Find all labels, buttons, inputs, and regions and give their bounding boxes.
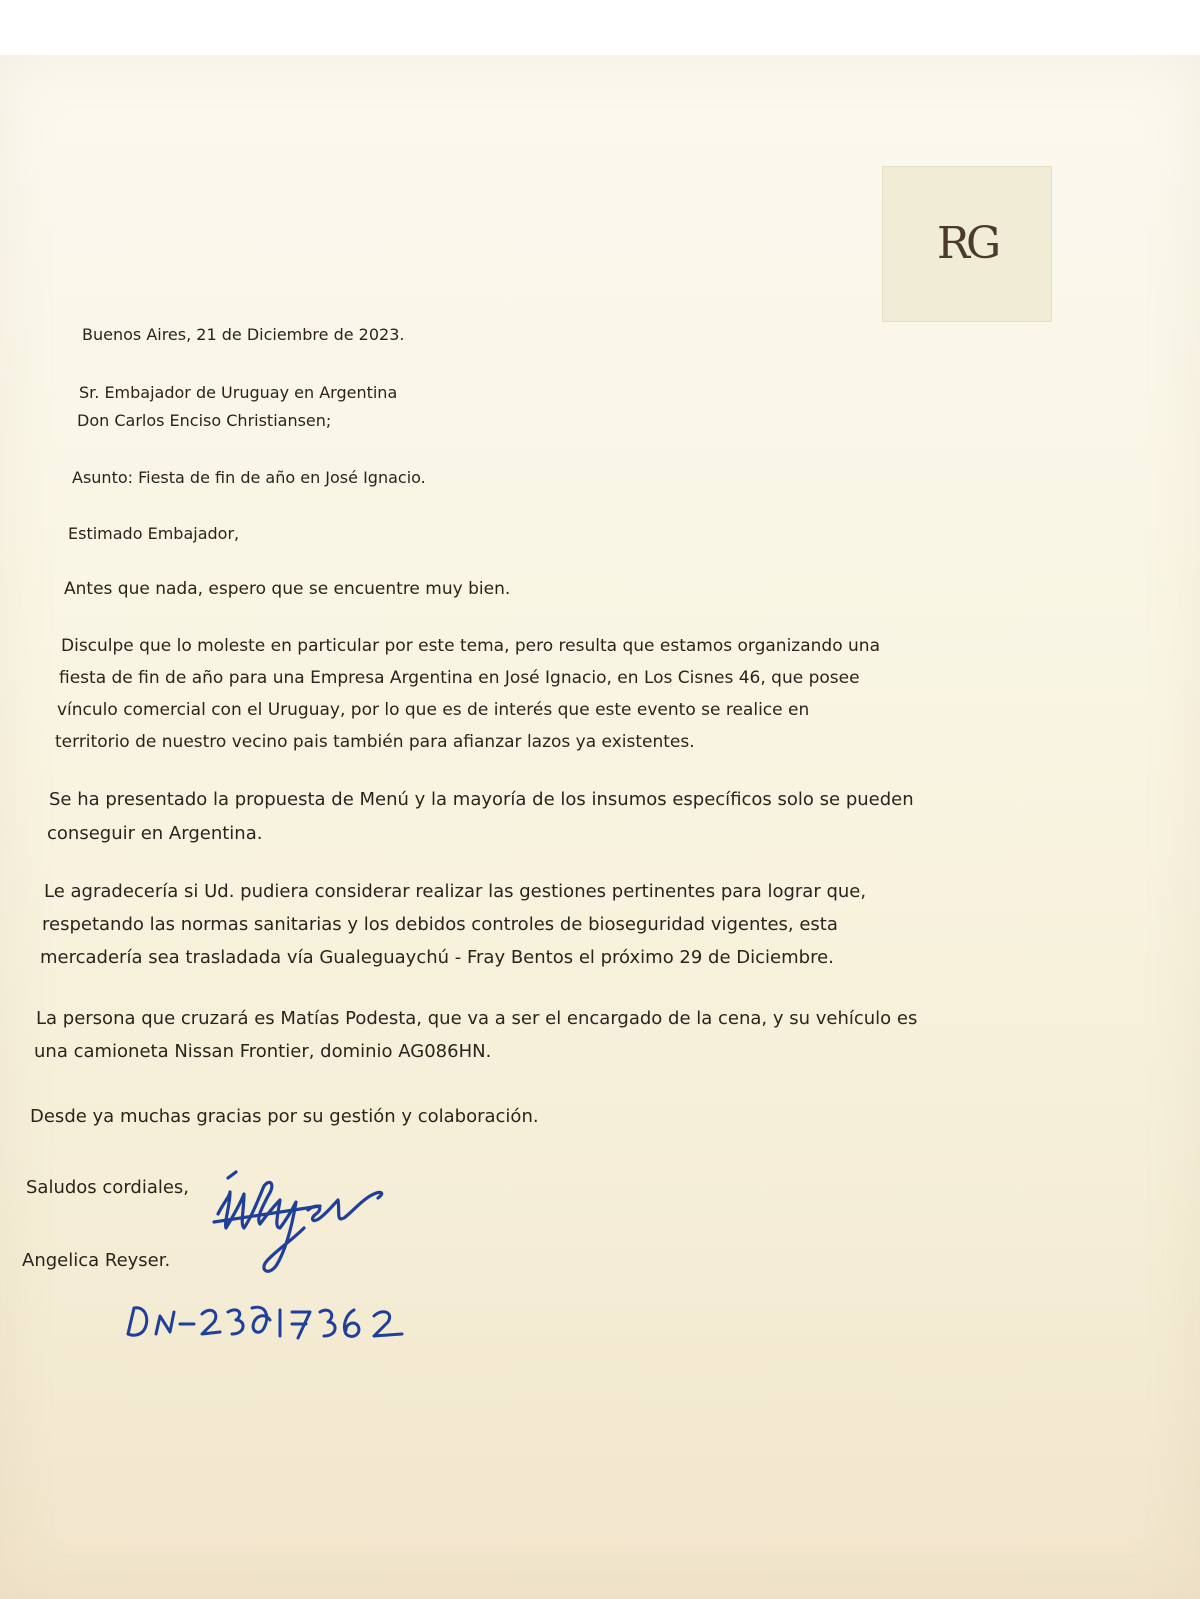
paragraph-menu-line: Se ha presentado la propuesta de Menú y la mayoría de los insumos específicos solo se pueden bbox=[49, 789, 914, 810]
paragraph-person-line: una camioneta Nissan Frontier, dominio AG086HN. bbox=[34, 1041, 492, 1062]
photo-top-border bbox=[0, 0, 1200, 55]
letterhead-logo bbox=[882, 166, 1052, 322]
paragraph-context-line: territorio de nuestro vecino pais también para afianzar lazos ya existentes. bbox=[55, 732, 695, 752]
paragraph-person-line: La persona que cruzará es Matías Podesta, que va a ser el encargado de la cena, y su vehículo es bbox=[36, 1008, 918, 1029]
paragraph-request-line: Le agradecería si Ud. pudiera considerar realizar las gestiones pertinentes para lograr que, bbox=[44, 881, 867, 902]
logo-monogram: RG bbox=[936, 218, 998, 269]
paragraph-opening: Antes que nada, espero que se encuentre muy bien. bbox=[64, 579, 511, 599]
letter-date: Buenos Aires, 21 de Diciembre de 2023. bbox=[82, 325, 405, 344]
paragraph-menu-line: conseguir en Argentina. bbox=[47, 823, 263, 844]
recipient-name: Don Carlos Enciso Christiansen; bbox=[77, 411, 332, 430]
signer-name: Angelica Reyser. bbox=[22, 1250, 171, 1271]
letter-greeting: Estimado Embajador, bbox=[68, 524, 240, 543]
recipient-title: Sr. Embajador de Uruguay en Argentina bbox=[79, 383, 398, 402]
paragraph-context-line: fiesta de fin de año para una Empresa Argentina en José Ignacio, en Los Cisnes 46, que posee bbox=[59, 668, 860, 688]
letter-subject: Asunto: Fiesta de fin de año en José Ignacio. bbox=[72, 468, 426, 487]
paragraph-context-line: Disculpe que lo moleste en particular por este tema, pero resulta que estamos organizando una bbox=[61, 636, 880, 656]
letter-thanks: Desde ya muchas gracias por su gestión y colaboración. bbox=[30, 1106, 539, 1127]
letter-closing: Saludos cordiales, bbox=[26, 1177, 190, 1198]
handwritten-signature bbox=[200, 1166, 410, 1286]
paragraph-context-line: vínculo comercial con el Uruguay, por lo que es de interés que este evento se realice en bbox=[57, 700, 810, 720]
paragraph-request-line: mercadería sea trasladada vía Gualeguaychú - Fray Bentos el próximo 29 de Diciembre. bbox=[40, 947, 834, 968]
handwritten-id-number bbox=[120, 1290, 410, 1350]
paragraph-request-line: respetando las normas sanitarias y los debidos controles de bioseguridad vigentes, esta bbox=[42, 914, 838, 935]
